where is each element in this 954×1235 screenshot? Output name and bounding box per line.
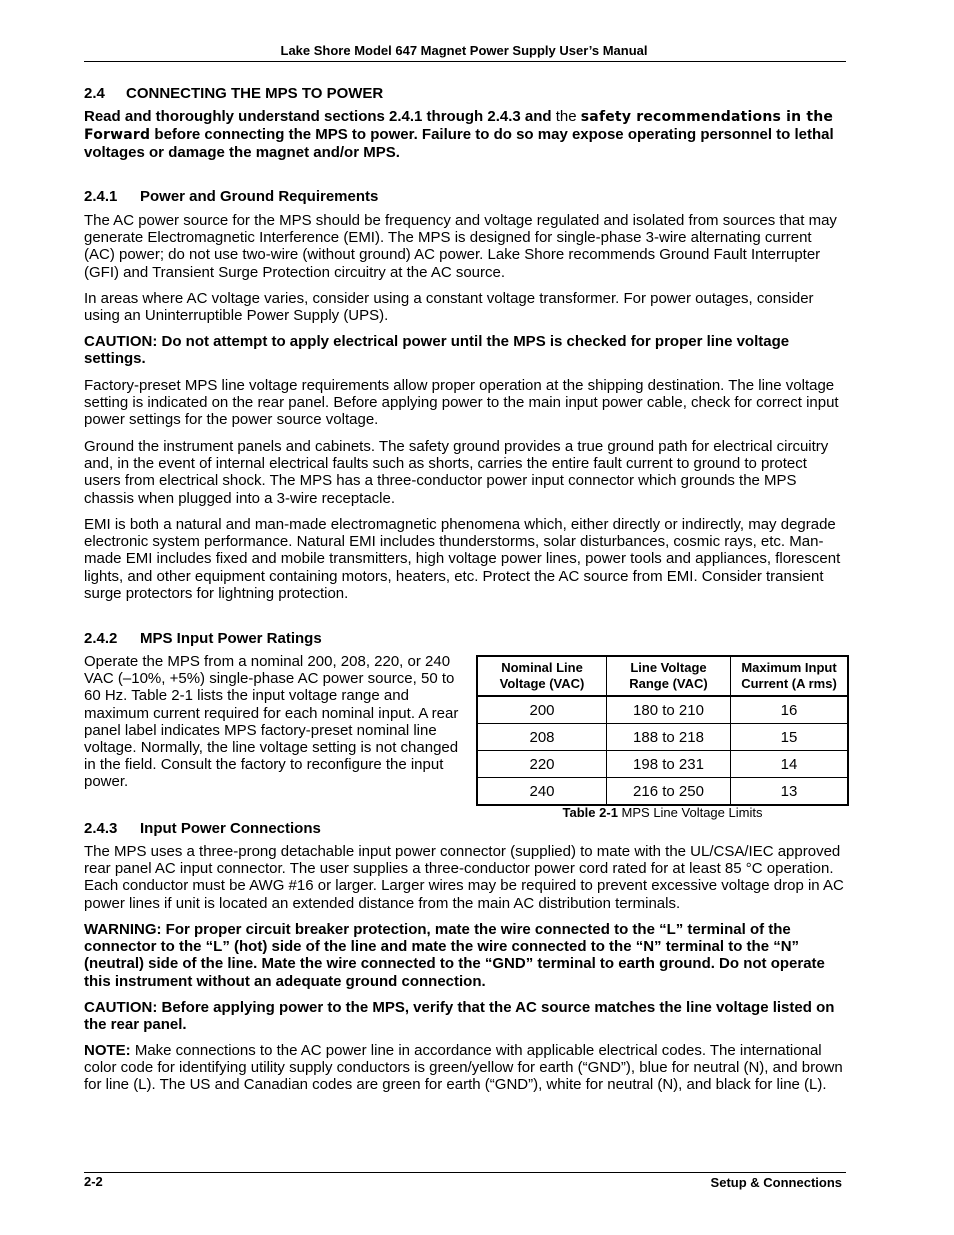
subsection-heading-241 (84, 188, 378, 205)
table-cell: 220 (477, 751, 607, 778)
section-heading (84, 85, 383, 102)
table-cell: 14 (731, 751, 849, 778)
caution-line-voltage: CAUTION: Do not attempt to apply electrical power until the MPS is checked for proper line voltage settings. (84, 333, 790, 368)
manual-page (84, 0, 846, 1235)
note-text: Make connections to the AC power line in accordance with applicable electrical codes. The international color code for identifying utility supply conductors is green/yellow for earth (“GND”), blue for neutral (N), and brown for line (L). The US and Canadian codes are green for earth (“GND”), white for neutral (N), and black for line (L). (84, 1042, 843, 1094)
paragraph-input-ratings: Operate the MPS from a nominal 200, 208, 220, or 240 VAC (–10%, +5%) single-phase AC power source, 50 to 60 Hz. Table 2-1 lists the input voltage range and maximum current required for each nominal input. A rear panel label indicates MPS factory-preset nominal line voltage. Normally, the line voltage setting is not changed in the field. Consult the factory to reconfigure the input power. (84, 653, 459, 791)
column-header: Nominal Line Voltage (VAC) (477, 656, 607, 696)
voltage-limits-table (476, 655, 849, 806)
chapter-name: Setup & Connections (710, 1175, 842, 1190)
caution-ac-source: CAUTION: Before applying power to the MPS, verify that the AC source matches the line voltage listed on the rear panel. (84, 999, 835, 1034)
subsection-title: Input Power Connections (140, 820, 321, 837)
table-cell: 13 (731, 778, 849, 806)
paragraph-factory-preset: Factory-preset MPS line voltage requirements allow proper operation at the shipping destination. The line voltage setting is indicated on the rear panel. Before applying power to the main input power cable, check for correct input power settings for the power source voltage. (84, 377, 839, 429)
paragraph-voltage-varies: In areas where AC voltage varies, consider using a constant voltage transformer. For power outages, consider using an Uninterruptible Power Supply (UPS). (84, 290, 814, 325)
table-cell: 188 to 218 (607, 724, 731, 751)
paragraph-power-source: The AC power source for the MPS should be frequency and voltage regulated and isolated from sources that may generate Electromagnetic Interference (EMI). The MPS is designed for single-phase 3-wire alternating current (AC) power; do not use two-wire (without ground) AC power. Lake Shore recommends Ground Fault Interrupter (GFI) and Transient Surge Protection circuitry at the AC source. (84, 212, 837, 281)
intro-text-1: Read and thoroughly understand sections 2.4.1 through 2.4.3 and (84, 108, 552, 125)
table-cell: 15 (731, 724, 849, 751)
subsection-title: Power and Ground Requirements (140, 188, 379, 205)
table-header-row (477, 656, 848, 696)
table-row (477, 778, 848, 806)
paragraph-ground: Ground the instrument panels and cabinets. The safety ground provides a true ground path for electrical circuitry and, in the event of internal electrical faults such as shorts, carries the entire fault current to ground to protect users from electrical shock. The MPS has a three-conductor power input connector which grounds the MPS chassis when plugged into a 3-wire receptacle. (84, 438, 829, 507)
column-header: Line Voltage Range (VAC) (607, 656, 731, 696)
header-divider (84, 61, 846, 62)
table-cell: 216 to 250 (607, 778, 731, 806)
section-number: 2.4 (84, 85, 105, 102)
intro-text-the: the (551, 108, 581, 125)
paragraph-emi: EMI is both a natural and man-made electromagnetic phenomena which, either directly or indirectly, may degrade electronic system performance. Natural EMI includes thunderstorms, solar disturbances, cosmic rays, etc. Man-made EMI includes fixed and mobile transmitters, high voltage power lines, power tools and appliances, florescent lights, and other equipment containing motors, heaters, etc. Protect the AC source from EMI. Consider transient surge protectors for lightning protection. (84, 516, 841, 602)
intro-paragraph (84, 108, 844, 162)
table-cell: 200 (477, 696, 607, 724)
table-caption-text: MPS Line Voltage Limits (617, 805, 763, 820)
table-caption (476, 805, 849, 820)
column-header: Maximum Input Current (A rms) (731, 656, 849, 696)
table-cell: 240 (477, 778, 607, 806)
table-caption-label: Table 2-1 (562, 805, 618, 820)
subsection-number: 2.4.2 (84, 630, 118, 647)
subsection-number: 2.4.3 (84, 820, 118, 837)
running-header: Lake Shore Model 647 Magnet Power Supply User’s Manual (280, 43, 648, 58)
page-number: 2-2 (84, 1174, 103, 1189)
table-cell: 180 to 210 (607, 696, 731, 724)
paragraph-input-connections: The MPS uses a three-prong detachable input power connector (supplied) to mate with the UL/CSA/IEC approved rear panel AC input connector. The user supplies a three-conductor power cord rated for at least 85 °C operation. Each conductor must be AWG #16 or larger. Larger wires may be required to prevent excessive voltage drop in AC power lines if unit is located an extended distance from the main AC distribution terminals. (84, 843, 844, 912)
note-label: NOTE: (84, 1042, 131, 1059)
table-cell: 198 to 231 (607, 751, 731, 778)
subsection-heading-242 (84, 630, 322, 647)
table-row (477, 751, 848, 778)
intro-safety-link: safety recommendations in the Forward (84, 109, 834, 144)
subsection-title: MPS Input Power Ratings (140, 630, 322, 647)
subsection-heading-243 (84, 820, 321, 837)
table-cell: 16 (731, 696, 849, 724)
table-row (477, 724, 848, 751)
table-cell: 208 (477, 724, 607, 751)
subsection-number: 2.4.1 (84, 188, 118, 205)
warning-circuit-breaker: WARNING: For proper circuit breaker protection, mate the wire connected to the “L” terminal of the connector to the “L” (hot) side of the line and mate the wire connected to the “N” terminal to the “N” (neutral) side of the line. Mate the wire connected to the “GND” terminal to earth ground. Do not operate this instrument without an adequate ground connection. (84, 921, 825, 990)
section-title: CONNECTING THE MPS TO POWER (126, 85, 384, 102)
footer-divider (84, 1172, 846, 1173)
table-row (477, 696, 848, 724)
note-paragraph (84, 1042, 844, 1094)
intro-text-2: before connecting the MPS to power. Failure to do so may expose operating personnel to lethal voltages or damage the magnet and/or MPS. (84, 126, 834, 162)
